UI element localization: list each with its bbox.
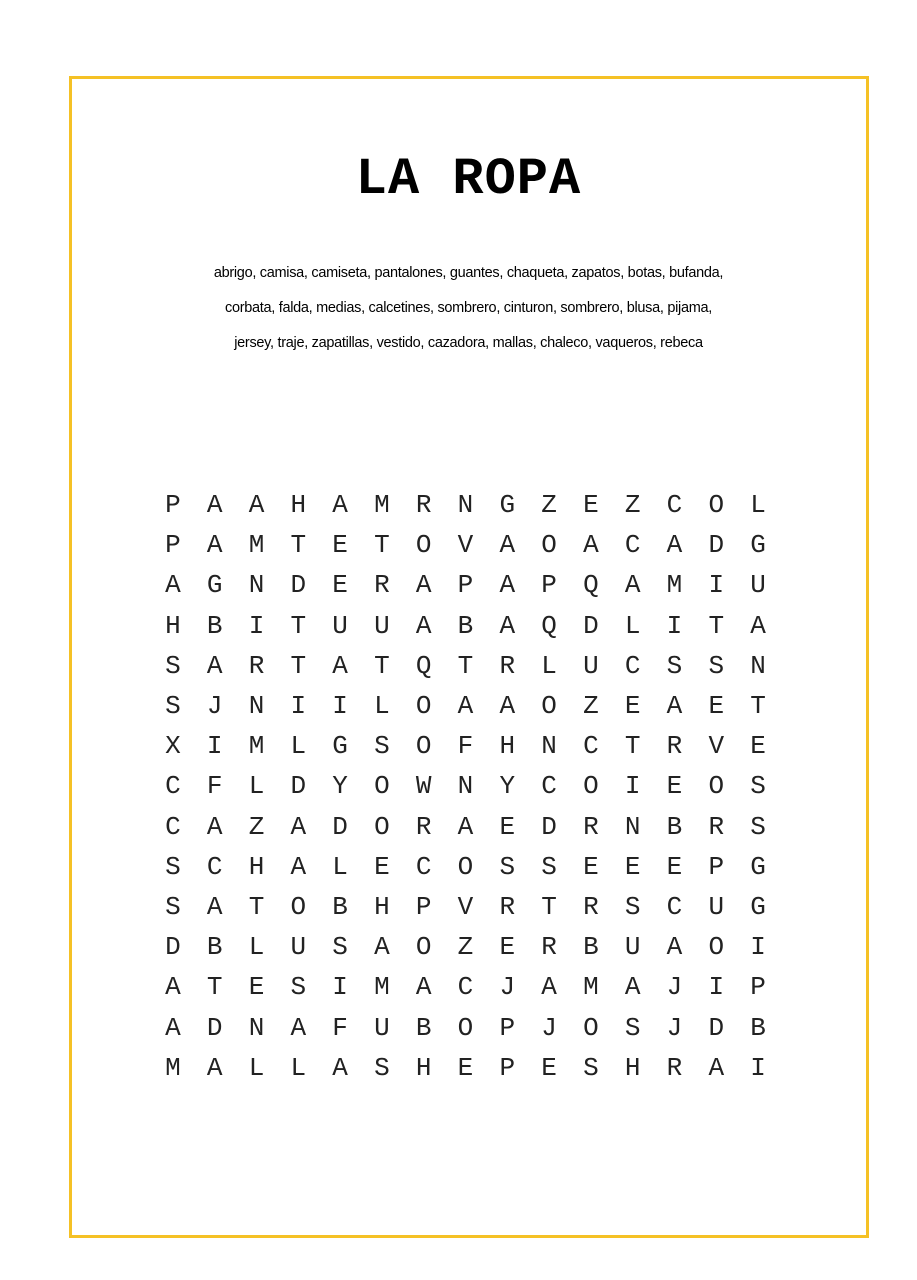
grid-letter[interactable]: I [666, 610, 683, 641]
grid-letter[interactable]: O [541, 530, 557, 561]
grid-letter[interactable]: Q [415, 650, 432, 681]
grid-letter[interactable]: A [750, 610, 766, 641]
grid-letter[interactable]: C [666, 891, 683, 922]
grid-letter[interactable]: V [708, 731, 725, 762]
grid-row [152, 646, 779, 686]
grid-letter[interactable]: J [499, 972, 516, 1003]
grid-letter[interactable]: L [248, 932, 265, 963]
grid-letter[interactable]: A [499, 530, 516, 561]
grid-letter[interactable]: S [165, 891, 181, 922]
grid-letter[interactable]: R [583, 891, 599, 922]
grid-letter[interactable]: E [624, 691, 641, 722]
grid-letter[interactable]: H [624, 1052, 641, 1083]
grid-row [152, 525, 779, 565]
grid-letter[interactable]: L [248, 771, 265, 802]
grid-letter[interactable]: A [708, 1052, 725, 1083]
grid-letter[interactable]: A [624, 972, 641, 1003]
grid-letter[interactable]: O [415, 691, 432, 722]
grid-letter[interactable]: H [290, 490, 307, 521]
grid-letter[interactable]: I [248, 610, 265, 641]
grid-letter[interactable]: A [206, 1052, 223, 1083]
word-list [130, 256, 807, 361]
grid-letter[interactable]: D [165, 932, 181, 963]
grid-letter[interactable]: J [541, 1012, 557, 1043]
grid-letter[interactable]: A [206, 650, 223, 681]
grid-letter[interactable]: U [332, 610, 348, 641]
grid-letter[interactable]: L [290, 1052, 307, 1083]
grid-letter[interactable]: M [374, 490, 390, 521]
grid-letter[interactable]: G [750, 530, 766, 561]
grid-letter[interactable]: P [165, 530, 181, 561]
grid-letter[interactable]: A [248, 490, 265, 521]
grid-letter[interactable]: I [624, 771, 641, 802]
grid-letter[interactable]: R [666, 731, 683, 762]
grid-letter[interactable]: S [332, 932, 348, 963]
grid-letter[interactable]: Z [624, 490, 641, 521]
grid-letter[interactable]: N [457, 771, 474, 802]
grid-letter[interactable]: J [666, 972, 683, 1003]
grid-letter[interactable]: X [165, 731, 181, 762]
grid-letter[interactable]: I [708, 972, 725, 1003]
grid-letter[interactable]: A [541, 972, 557, 1003]
grid-letter[interactable]: B [332, 891, 348, 922]
grid-letter[interactable]: E [583, 851, 599, 882]
grid-letter[interactable]: T [374, 650, 390, 681]
grid-letter[interactable]: T [290, 650, 307, 681]
grid-letter[interactable]: G [750, 851, 766, 882]
grid-letter[interactable]: L [374, 691, 390, 722]
grid-letter[interactable]: L [332, 851, 348, 882]
grid-letter[interactable]: P [499, 1012, 516, 1043]
grid-letter[interactable]: C [165, 811, 181, 842]
grid-letter[interactable]: O [290, 891, 307, 922]
grid-letter[interactable]: V [457, 530, 474, 561]
grid-letter[interactable]: A [415, 570, 432, 601]
grid-letter[interactable]: C [541, 771, 557, 802]
grid-row [152, 927, 779, 967]
grid-letter[interactable]: E [457, 1052, 474, 1083]
grid-letter[interactable]: B [666, 811, 683, 842]
grid-letter[interactable]: M [165, 1052, 181, 1083]
grid-letter[interactable]: A [332, 490, 348, 521]
grid-letter[interactable]: A [165, 1012, 181, 1043]
grid-letter[interactable]: R [499, 891, 516, 922]
grid-letter[interactable]: S [541, 851, 557, 882]
grid-letter[interactable]: S [666, 650, 683, 681]
grid-letter[interactable]: O [583, 1012, 599, 1043]
grid-letter[interactable]: C [165, 771, 181, 802]
grid-letter[interactable]: R [374, 570, 390, 601]
grid-letter[interactable]: O [415, 530, 432, 561]
grid-letter[interactable]: A [499, 570, 516, 601]
grid-letter[interactable]: R [499, 650, 516, 681]
grid-letter[interactable]: B [206, 610, 223, 641]
grid-letter[interactable]: S [583, 1052, 599, 1083]
grid-row [152, 967, 779, 1007]
grid-row [152, 1048, 779, 1088]
grid-letter[interactable]: O [457, 1012, 474, 1043]
grid-letter[interactable]: N [248, 1012, 265, 1043]
grid-letter[interactable]: P [750, 972, 766, 1003]
grid-letter[interactable]: G [206, 570, 223, 601]
grid-letter[interactable]: O [583, 771, 599, 802]
grid-letter[interactable]: O [415, 731, 432, 762]
grid-letter[interactable]: S [624, 891, 641, 922]
grid-letter[interactable]: A [165, 570, 181, 601]
grid-letter[interactable]: T [624, 731, 641, 762]
grid-letter[interactable]: C [624, 650, 641, 681]
grid-letter[interactable]: A [332, 1052, 348, 1083]
grid-letter[interactable]: N [541, 731, 557, 762]
grid-letter[interactable]: T [457, 650, 474, 681]
grid-letter[interactable]: C [457, 972, 474, 1003]
grid-letter[interactable]: M [374, 972, 390, 1003]
grid-letter[interactable]: Z [248, 811, 265, 842]
grid-letter[interactable]: E [248, 972, 265, 1003]
grid-letter[interactable]: U [624, 932, 641, 963]
grid-letter[interactable]: N [248, 570, 265, 601]
grid-row [152, 766, 779, 806]
grid-letter[interactable]: D [290, 570, 307, 601]
grid-letter[interactable]: U [708, 891, 725, 922]
grid-letter[interactable]: I [206, 731, 223, 762]
grid-letter[interactable]: P [457, 570, 474, 601]
grid-letter[interactable]: O [415, 932, 432, 963]
grid-letter[interactable]: I [290, 691, 307, 722]
grid-letter[interactable]: D [206, 1012, 223, 1043]
grid-letter[interactable]: B [457, 610, 474, 641]
grid-letter[interactable]: T [750, 691, 766, 722]
grid-letter[interactable]: E [541, 1052, 557, 1083]
grid-row [152, 1007, 779, 1047]
word-list-line: jersey, traje, zapatillas, vestido, cazadora, mallas, chaleco, vaqueros, rebeca [234, 335, 703, 351]
grid-letter[interactable]: A [332, 650, 348, 681]
grid-letter[interactable]: A [415, 610, 432, 641]
grid-row [152, 606, 779, 646]
grid-letter[interactable]: E [499, 932, 516, 963]
grid-letter[interactable]: A [374, 932, 390, 963]
grid-letter[interactable]: A [457, 691, 474, 722]
grid-letter[interactable]: I [708, 570, 725, 601]
grid-letter[interactable]: R [248, 650, 265, 681]
grid-letter[interactable]: M [248, 731, 265, 762]
grid-letter[interactable]: L [248, 1052, 265, 1083]
grid-letter[interactable]: M [248, 530, 265, 561]
grid-row [152, 726, 779, 766]
grid-letter[interactable]: R [541, 932, 557, 963]
word-list-line: abrigo, camisa, camiseta, pantalones, guantes, chaqueta, zapatos, botas, bufanda, [213, 265, 724, 281]
grid-letter[interactable]: A [624, 570, 641, 601]
grid-letter[interactable]: N [248, 691, 265, 722]
grid-letter[interactable]: I [750, 1052, 766, 1083]
grid-letter[interactable]: D [541, 811, 557, 842]
grid-letter[interactable]: C [583, 731, 599, 762]
grid-letter[interactable]: A [290, 1012, 307, 1043]
grid-row [152, 807, 779, 847]
grid-letter[interactable]: Y [332, 771, 348, 802]
grid-letter[interactable]: C [206, 851, 223, 882]
grid-letter[interactable]: D [290, 771, 307, 802]
grid-letter[interactable]: C [415, 851, 432, 882]
grid-letter[interactable]: V [457, 891, 474, 922]
grid-letter[interactable]: G [332, 731, 348, 762]
grid-letter[interactable]: W [415, 771, 432, 802]
grid-letter[interactable]: P [415, 891, 432, 922]
grid-letter[interactable]: C [624, 530, 641, 561]
grid-letter[interactable]: A [290, 851, 307, 882]
grid-letter[interactable]: B [415, 1012, 432, 1043]
grid-letter[interactable]: L [290, 731, 307, 762]
grid-letter[interactable]: A [290, 811, 307, 842]
grid-letter[interactable]: D [583, 610, 599, 641]
grid-letter[interactable]: H [415, 1052, 432, 1083]
grid-letter[interactable]: S [374, 1052, 390, 1083]
grid-letter[interactable]: P [499, 1052, 516, 1083]
grid-letter[interactable]: A [206, 891, 223, 922]
grid-letter[interactable]: R [583, 811, 599, 842]
grid-letter[interactable]: E [624, 851, 641, 882]
grid-letter[interactable]: S [750, 811, 766, 842]
grid-letter[interactable]: I [332, 972, 348, 1003]
grid-letter[interactable]: L [750, 490, 766, 521]
grid-letter[interactable]: B [750, 1012, 766, 1043]
grid-letter[interactable]: A [206, 811, 223, 842]
grid-letter[interactable]: O [708, 490, 725, 521]
grid-letter[interactable]: P [708, 851, 725, 882]
grid-letter[interactable]: G [499, 490, 516, 521]
grid-letter[interactable]: N [457, 490, 474, 521]
grid-letter[interactable]: C [666, 490, 683, 521]
grid-row [152, 565, 779, 605]
grid-letter[interactable]: U [374, 610, 390, 641]
grid-letter[interactable]: I [750, 932, 766, 963]
grid-letter[interactable]: S [374, 731, 390, 762]
grid-letter[interactable]: S [750, 771, 766, 802]
grid-letter[interactable]: B [206, 932, 223, 963]
grid-letter[interactable]: D [332, 811, 348, 842]
grid-letter[interactable]: U [374, 1012, 390, 1043]
grid-letter[interactable]: H [248, 851, 265, 882]
grid-letter[interactable]: A [666, 530, 683, 561]
grid-letter[interactable]: E [708, 691, 725, 722]
grid-letter[interactable]: R [666, 1052, 683, 1083]
grid-letter[interactable]: E [750, 731, 766, 762]
grid-letter[interactable]: E [374, 851, 390, 882]
grid-letter[interactable]: M [666, 570, 683, 601]
grid-letter[interactable]: Z [457, 932, 474, 963]
grid-letter[interactable]: T [708, 610, 725, 641]
grid-letter[interactable]: T [541, 891, 557, 922]
grid-letter[interactable]: Z [541, 490, 557, 521]
grid-letter[interactable]: R [415, 490, 432, 521]
grid-letter[interactable]: T [248, 891, 265, 922]
grid-letter[interactable]: S [165, 851, 181, 882]
grid-letter[interactable]: S [165, 691, 181, 722]
grid-letter[interactable]: T [206, 972, 223, 1003]
grid-letter[interactable]: H [499, 731, 516, 762]
grid-letter[interactable]: F [457, 731, 474, 762]
grid-letter[interactable]: A [499, 691, 516, 722]
grid-letter[interactable]: H [374, 891, 390, 922]
grid-letter[interactable]: A [165, 972, 181, 1003]
grid-letter[interactable]: U [583, 650, 599, 681]
grid-letter[interactable]: I [332, 691, 348, 722]
grid-letter[interactable]: H [165, 610, 181, 641]
grid-letter[interactable]: R [415, 811, 432, 842]
grid-letter[interactable]: B [583, 932, 599, 963]
grid-letter[interactable]: T [374, 530, 390, 561]
worksheet-title: LA ROPA [355, 150, 582, 209]
grid-letter[interactable]: E [332, 530, 348, 561]
grid-letter[interactable]: N [624, 811, 641, 842]
grid-letter[interactable]: S [708, 650, 725, 681]
grid-letter[interactable]: L [541, 650, 557, 681]
grid-letter[interactable]: U [750, 570, 766, 601]
grid-letter[interactable]: E [666, 851, 683, 882]
word-search-grid [152, 485, 779, 1088]
word-list-line: corbata, falda, medias, calcetines, sombrero, cinturon, sombrero, blusa, pijama, [225, 300, 712, 316]
grid-letter[interactable]: E [332, 570, 348, 601]
grid-letter[interactable]: M [583, 972, 599, 1003]
grid-row [152, 847, 779, 887]
grid-row [152, 485, 779, 525]
grid-letter[interactable]: S [165, 650, 181, 681]
grid-row [152, 686, 779, 726]
grid-letter[interactable]: Z [583, 691, 599, 722]
grid-letter[interactable]: U [290, 932, 307, 963]
grid-letter[interactable]: S [499, 851, 516, 882]
grid-letter[interactable]: F [332, 1012, 348, 1043]
grid-letter[interactable]: O [374, 811, 390, 842]
grid-letter[interactable]: O [708, 932, 725, 963]
grid-letter[interactable]: A [499, 610, 516, 641]
grid-letter[interactable]: A [666, 932, 683, 963]
grid-row [152, 887, 779, 927]
grid-letter[interactable]: A [583, 530, 599, 561]
grid-letter[interactable]: P [541, 570, 557, 601]
grid-letter[interactable]: D [708, 1012, 725, 1043]
grid-letter[interactable]: E [666, 771, 683, 802]
grid-letter[interactable]: S [290, 972, 307, 1003]
grid-letter[interactable]: A [415, 972, 432, 1003]
grid-letter[interactable]: T [290, 610, 307, 641]
grid-letter[interactable]: O [708, 771, 725, 802]
grid-letter[interactable]: Q [583, 570, 599, 601]
grid-letter[interactable]: N [750, 650, 766, 681]
grid-letter[interactable]: T [290, 530, 307, 561]
grid-letter[interactable]: Y [499, 771, 516, 802]
grid-letter[interactable]: Q [541, 610, 557, 641]
grid-letter[interactable]: O [457, 851, 474, 882]
grid-letter[interactable]: A [206, 530, 223, 561]
grid-letter[interactable]: O [541, 691, 557, 722]
grid-letter[interactable]: D [708, 530, 725, 561]
grid-letter[interactable]: A [206, 490, 223, 521]
grid-letter[interactable]: P [165, 490, 181, 521]
grid-letter[interactable]: J [666, 1012, 683, 1043]
grid-letter[interactable]: S [624, 1012, 641, 1043]
grid-letter[interactable]: E [499, 811, 516, 842]
grid-letter[interactable]: G [750, 891, 766, 922]
grid-letter[interactable]: F [206, 771, 223, 802]
grid-letter[interactable]: R [708, 811, 725, 842]
grid-letter[interactable]: L [624, 610, 641, 641]
grid-letter[interactable]: O [374, 771, 390, 802]
grid-letter[interactable]: A [457, 811, 474, 842]
grid-letter[interactable]: A [666, 691, 683, 722]
grid-letter[interactable]: E [583, 490, 599, 521]
grid-letter[interactable]: J [206, 691, 223, 722]
